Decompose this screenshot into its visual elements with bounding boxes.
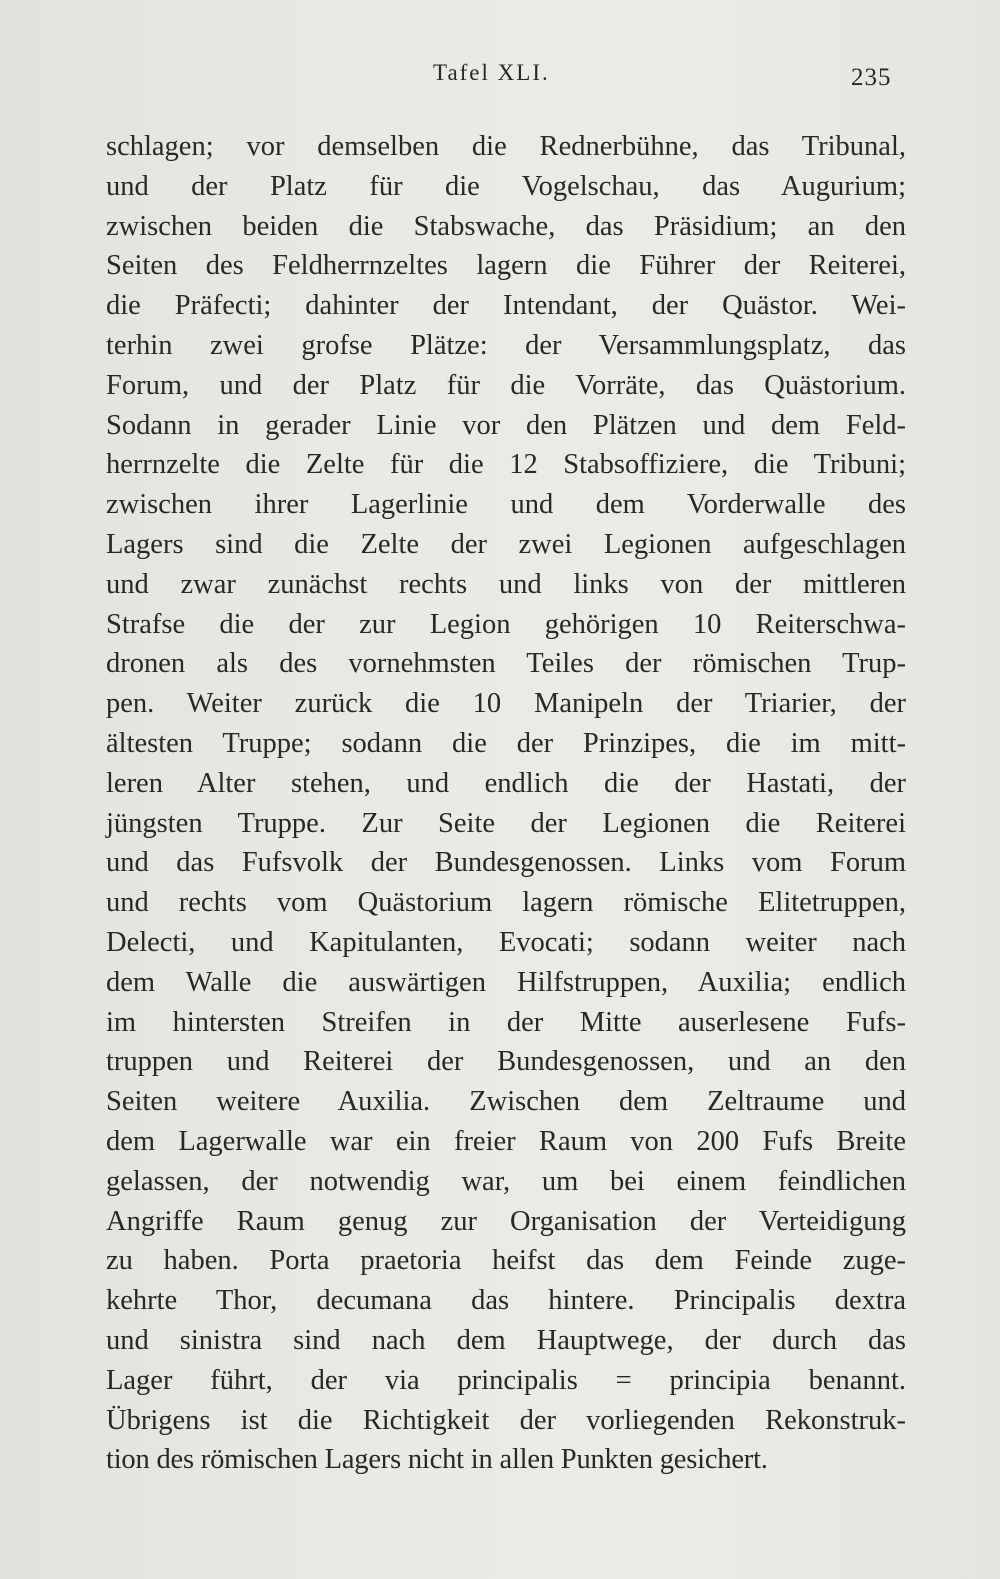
text-line: tion des römischen Lagers nicht in allen Punkten gesichert.	[106, 1444, 768, 1476]
text-line: im hintersten Streifen in der Mitte auserlesene Fufs-	[106, 1006, 906, 1038]
text-line: Strafse die der zur Legion gehörigen 10 Reiterschwa-	[106, 608, 906, 640]
text-line: Angriffe Raum genug zur Organisation der Verteidigung	[106, 1205, 906, 1237]
text-line: und rechts vom Quästorium lagern römische Elitetruppen,	[106, 887, 906, 919]
running-head	[0, 60, 1000, 100]
text-line: Seiten des Feldherrnzeltes lagern die Führer der Reiterei,	[106, 250, 906, 282]
text-line: dronen als des vornehmsten Teiles der römischen Trup-	[106, 648, 906, 680]
text-line: und sinistra sind nach dem Hauptwege, der durch das	[106, 1324, 906, 1356]
text-line: dem Lagerwalle war ein freier Raum von 200 Fufs Breite	[106, 1125, 906, 1157]
text-line: und der Platz für die Vogelschau, das Augurium;	[106, 170, 906, 202]
text-line: Sodann in gerader Linie vor den Plätzen und dem Feld-	[106, 409, 906, 441]
text-line: jüngsten Truppe. Zur Seite der Legionen die Reiterei	[106, 807, 906, 839]
text-line: zu haben. Porta praetoria heifst das dem Feinde zuge-	[106, 1245, 906, 1277]
running-title: Tafel XLI.	[433, 60, 550, 85]
text-line: truppen und Reiterei der Bundesgenossen, und an den	[106, 1046, 906, 1078]
text-line: und zwar zunächst rechts und links von der mittleren	[106, 568, 906, 600]
text-line: Lagers sind die Zelte der zwei Legionen aufgeschlagen	[106, 528, 906, 560]
text-line: terhin zwei grofse Plätze: der Versammlungsplatz, das	[106, 329, 906, 361]
text-line: schlagen; vor demselben die Rednerbühne, das Tribunal,	[106, 131, 906, 162]
text-line: zwischen ihrer Lagerlinie und dem Vorderwalle des	[106, 489, 906, 521]
text-line: Forum, und der Platz für die Vorräte, das Quästorium.	[106, 369, 906, 401]
body-paragraph	[106, 127, 906, 1480]
text-line: zwischen beiden die Stabswache, das Präsidium; an den	[106, 210, 906, 242]
text-line: Delecti, und Kapitulanten, Evocati; sodann weiter nach	[106, 926, 906, 958]
text-line: ältesten Truppe; sodann die der Prinzipes, die im mitt-	[106, 727, 906, 759]
text-line: leren Alter stehen, und endlich die der Hastati, der	[106, 767, 906, 799]
text-line: herrnzelte die Zelte für die 12 Stabsoffiziere, die Tribuni;	[106, 449, 906, 481]
page-number: 235	[851, 64, 892, 91]
text-line: kehrte Thor, decumana das hintere. Principalis dextra	[106, 1285, 906, 1317]
text-line: Seiten weitere Auxilia. Zwischen dem Zeltraume und	[106, 1086, 906, 1118]
text-line: gelassen, der notwendig war, um bei einem feindlichen	[106, 1165, 906, 1197]
text-line: Lager führt, der via principalis = principia benannt.	[106, 1364, 906, 1396]
text-line: Übrigens ist die Richtigkeit der vorliegenden Rekonstruk-	[106, 1404, 906, 1436]
text-line: und das Fufsvolk der Bundesgenossen. Links vom Forum	[106, 847, 906, 879]
text-line: die Präfecti; dahinter der Intendant, der Quästor. Wei-	[106, 290, 906, 322]
text-line: pen. Weiter zurück die 10 Manipeln der Triarier, der	[106, 688, 906, 720]
text-line: dem Walle die auswärtigen Hilfstruppen, Auxilia; endlich	[106, 966, 906, 998]
